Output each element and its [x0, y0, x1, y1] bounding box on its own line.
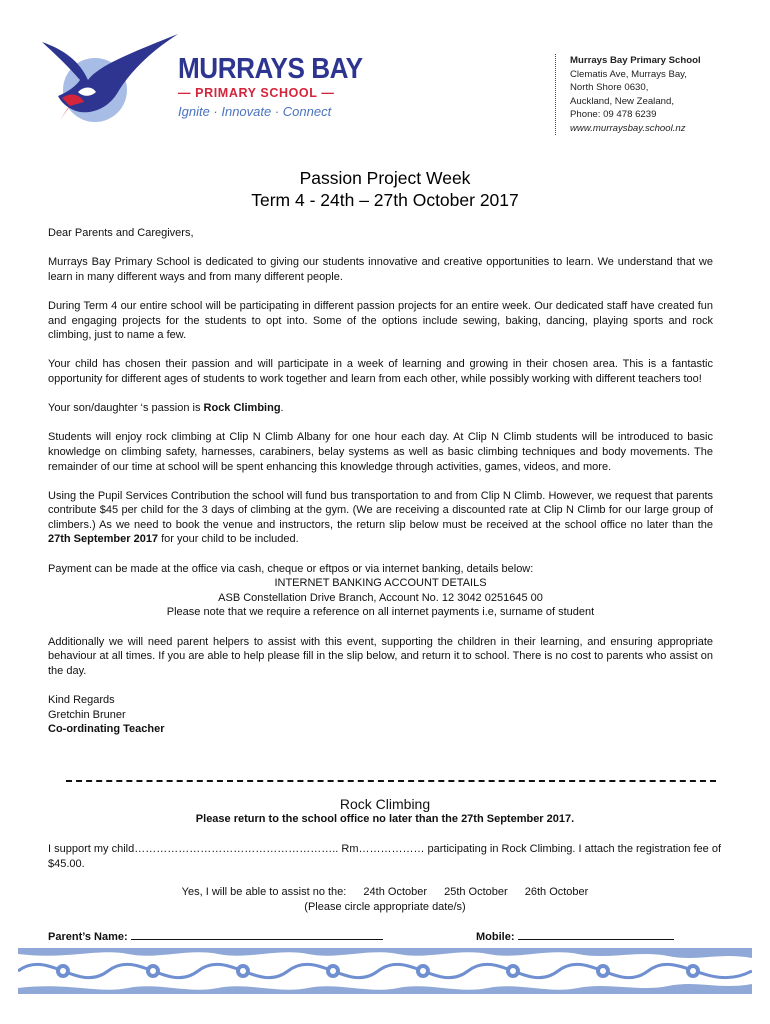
- logo-school-name: MURRAYS BAY: [178, 53, 363, 85]
- greeting: Dear Parents and Caregivers,: [48, 227, 194, 239]
- parent-name-label: Parent’s Name:: [48, 931, 128, 943]
- slip-support-text: I support my child……………………………………………….. Rm……………… participating in Rock Climbing. I attach the registration fee of $45.00.: [48, 843, 722, 870]
- parent-name-field[interactable]: [131, 929, 383, 940]
- address-line: Auckland, New Zealand,: [570, 95, 674, 107]
- mobile-label: Mobile:: [476, 931, 515, 943]
- school-address: [555, 54, 760, 135]
- logo-subtitle: — PRIMARY SCHOOL —: [178, 86, 335, 100]
- cost-text: Using the Pupil Services Contribution the school will fund bus transportation to and from Clip N Climb. However, we request that parents contribute $45 per child for the 3 days of climbing at the gym. (We are receiving a discounted rate at Clip N Climb for our large group of climbers.) As we need to book the venue and instructors, the return slip below must be received at the school office no later than the: [48, 489, 713, 531]
- slip-subtitle: Please return to the school office no later than the 27th September 2017.: [195, 813, 575, 825]
- assist-dates: [0, 885, 770, 900]
- bank-account: ASB Constellation Drive Branch, Account No. 12 3042 0251645 00: [218, 591, 543, 604]
- passion-name: Rock Climbing: [203, 402, 281, 415]
- paragraph: Students will enjoy rock climbing at Clip N Climb Albany for one hour each day. At Clip N Climb students will be introduced to basic knowledge on climbing safety, harnesses, carabiners, belay systems as well as basic climbing techniques and body movements. The remainder of our time at school will be spent enhancing this knowledge through activities, games, videos, and more.: [48, 431, 713, 473]
- signer-role: Co-ordinating Teacher: [48, 723, 165, 736]
- passion-end: .: [280, 402, 284, 415]
- signer-name: Gretchin Bruner: [48, 708, 126, 721]
- letter-body: [48, 226, 713, 737]
- address-phone: Phone: 09 478 6239: [570, 109, 657, 120]
- date-option[interactable]: 24th October: [363, 886, 428, 898]
- circle-note: (Please circle appropriate date/s): [304, 901, 466, 913]
- paragraph: During Term 4 our entire school will be participating in different passion projects for an entire week. Our dedicated staff have created fun and engaging projects for the students to opt into. Some of the options include sewing, baking, dancing, playing sports and rock climbing, just to name a few.: [48, 299, 713, 342]
- sign-off: Kind Regards: [48, 694, 115, 706]
- mobile-field[interactable]: [518, 929, 674, 940]
- address-school-name: Murrays Bay Primary School: [570, 55, 701, 66]
- name-fields: [48, 929, 738, 943]
- page-subtitle: Term 4 - 24th – 27th October 2017: [251, 190, 519, 210]
- passion-paragraph: [48, 401, 713, 416]
- slip-title: Rock Climbing: [339, 796, 431, 812]
- date-option[interactable]: 26th October: [524, 886, 589, 898]
- assist-label: Yes, I will be able to assist no the:: [181, 886, 347, 898]
- bird-emblem-icon: [40, 32, 180, 132]
- paragraph: Your child has chosen their passion and will participate in a week of learning and growing in their chosen area. This is a fantastic opportunity for different ages of students to work together and learn from each other, while possibly working with different teachers too!: [48, 358, 713, 385]
- bank-note: Please note that we require a reference on all internet payments i.e, surname of student: [166, 606, 595, 619]
- cost-paragraph: [48, 489, 713, 547]
- logo-tagline: Ignite · Innovate · Connect: [178, 104, 332, 119]
- school-logo: [40, 32, 363, 132]
- cut-line: [66, 780, 716, 782]
- paragraph: Additionally we will need parent helpers to assist with this event, supporting the children in their learning, and ensuring appropriate behaviour at all times. If you are able to help please fill in the slip below, and return it to school. There is no cost to parents who assist on the day.: [48, 635, 713, 677]
- deadline-date: 27th September 2017: [48, 533, 159, 546]
- cost-end: for your child to be included.: [158, 533, 299, 546]
- signature-block: [48, 693, 713, 737]
- address-website: www.murraysbay.school.nz: [570, 122, 686, 134]
- payment-block: [48, 562, 713, 620]
- passion-text: Your son/daughter ‘s passion is: [48, 402, 204, 415]
- decorative-border: [18, 948, 752, 994]
- page-title: Passion Project Week: [299, 168, 471, 188]
- payment-text: Payment can be made at the office via cash, cheque or eftpos or via internet banking, details below:: [48, 562, 534, 575]
- address-line: Clematis Ave, Murrays Bay,: [570, 68, 687, 80]
- bank-heading: INTERNET BANKING ACCOUNT DETAILS: [274, 577, 487, 590]
- assist-block: [0, 885, 770, 915]
- paragraph: Murrays Bay Primary School is dedicated to giving our students innovative and creative opportunities to learn. We understand that we learn in many different ways and from many different people.: [48, 256, 713, 283]
- date-option[interactable]: 25th October: [444, 886, 508, 898]
- address-line: North Shore 0630,: [570, 82, 649, 93]
